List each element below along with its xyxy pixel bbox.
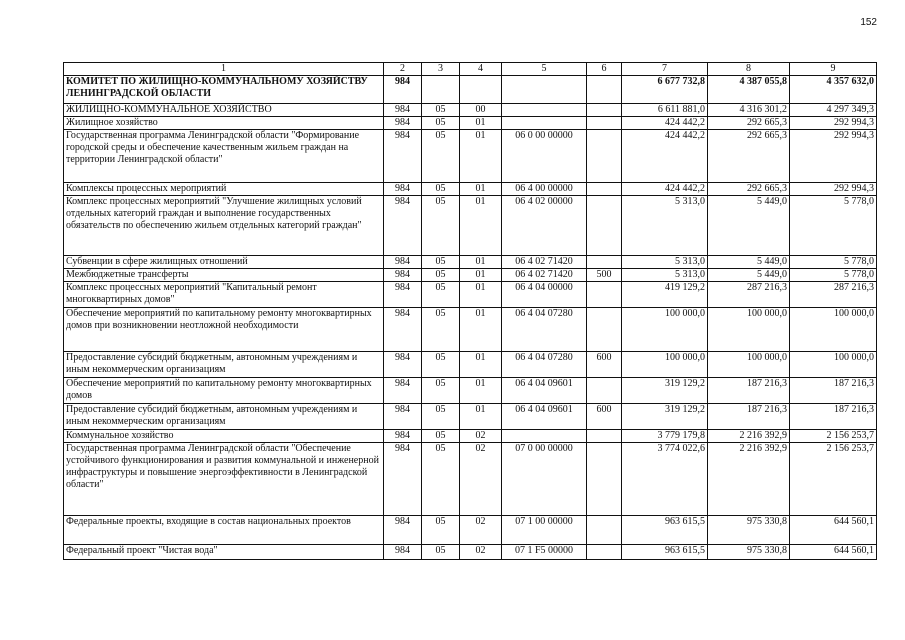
amount-year-1: 424 442,2 [622,130,708,183]
row-name: КОМИТЕТ ПО ЖИЛИЩНО-КОММУНАЛЬНОМУ ХОЗЯЙСТВУ ЛЕНИНГРАДСКОЙ ОБЛАСТИ [64,76,384,104]
subsection-code: 01 [460,117,502,130]
amount-year-2: 292 665,3 [708,117,790,130]
row-name: Предоставление субсидий бюджетным, автономным учреждениям и иным некоммерческим организациям [64,404,384,430]
amount-year-3: 292 994,3 [790,130,877,183]
amount-year-1: 424 442,2 [622,117,708,130]
amount-year-2: 292 665,3 [708,183,790,196]
subsection-code: 01 [460,352,502,378]
amount-year-1: 419 129,2 [622,282,708,308]
amount-year-3: 292 994,3 [790,117,877,130]
ved-code: 984 [384,183,422,196]
subsection-code: 01 [460,196,502,256]
expense-type [587,308,622,352]
expense-type [587,378,622,404]
amount-year-2: 100 000,0 [708,352,790,378]
table-row [64,117,877,130]
amount-year-2: 975 330,8 [708,516,790,545]
table-row [64,516,877,545]
column-header: 4 [460,63,502,76]
amount-year-3: 644 560,1 [790,516,877,545]
expense-type [587,76,622,104]
section-code: 05 [422,183,460,196]
section-code: 05 [422,352,460,378]
ved-code: 984 [384,76,422,104]
amount-year-3: 4 357 632,0 [790,76,877,104]
column-header: 8 [708,63,790,76]
row-name: Государственная программа Ленинградской области "Обеспечение устойчивого функционирования и развития коммунальной и инженерной инфраструктуры и повышение энергоэффективности в Ленинградской области" [64,443,384,516]
subsection-code: 01 [460,308,502,352]
table-row [64,256,877,269]
column-header: 3 [422,63,460,76]
row-name: Коммунальное хозяйство [64,430,384,443]
subsection-code: 01 [460,378,502,404]
target-article: 06 4 00 00000 [502,183,587,196]
section-code: 05 [422,269,460,282]
subsection-code: 01 [460,256,502,269]
ved-code: 984 [384,256,422,269]
amount-year-2: 187 216,3 [708,378,790,404]
amount-year-3: 5 778,0 [790,269,877,282]
expense-type [587,117,622,130]
ved-code: 984 [384,196,422,256]
amount-year-2: 187 216,3 [708,404,790,430]
table-row [64,269,877,282]
target-article [502,117,587,130]
table-row [64,404,877,430]
amount-year-1: 100 000,0 [622,352,708,378]
ved-code: 984 [384,282,422,308]
column-number-row [64,63,877,76]
table-row [64,308,877,352]
page-number: 152 [860,17,877,28]
amount-year-2: 100 000,0 [708,308,790,352]
subsection-code: 01 [460,269,502,282]
target-article: 07 1 F5 00000 [502,545,587,560]
column-header: 9 [790,63,877,76]
section-code: 05 [422,545,460,560]
section-code: 05 [422,430,460,443]
subsection-code: 01 [460,183,502,196]
target-article: 07 1 00 00000 [502,516,587,545]
ved-code: 984 [384,269,422,282]
amount-year-1: 5 313,0 [622,269,708,282]
expense-type [587,130,622,183]
section-code: 05 [422,117,460,130]
row-name: Обеспечение мероприятий по капитальному ремонту многоквартирных домов [64,378,384,404]
subsection-code: 02 [460,516,502,545]
target-article: 06 4 04 09601 [502,404,587,430]
amount-year-3: 187 216,3 [790,378,877,404]
amount-year-3: 187 216,3 [790,404,877,430]
amount-year-2: 287 216,3 [708,282,790,308]
amount-year-3: 100 000,0 [790,352,877,378]
amount-year-2: 2 216 392,9 [708,443,790,516]
subsection-code: 02 [460,545,502,560]
amount-year-3: 2 156 253,7 [790,443,877,516]
expense-type: 500 [587,269,622,282]
subsection-code [460,76,502,104]
target-article: 06 4 04 00000 [502,282,587,308]
column-header: 1 [64,63,384,76]
table-row [64,130,877,183]
table-row [64,282,877,308]
table-row [64,196,877,256]
expense-type [587,183,622,196]
amount-year-1: 6 611 881,0 [622,104,708,117]
amount-year-1: 3 774 022,6 [622,443,708,516]
subsection-code: 01 [460,130,502,183]
section-code: 05 [422,378,460,404]
amount-year-2: 5 449,0 [708,269,790,282]
target-article [502,430,587,443]
section-code: 05 [422,196,460,256]
target-article [502,104,587,117]
row-name: Субвенции в сфере жилищных отношений [64,256,384,269]
ved-code: 984 [384,443,422,516]
amount-year-3: 2 156 253,7 [790,430,877,443]
amount-year-1: 5 313,0 [622,256,708,269]
amount-year-1: 6 677 732,8 [622,76,708,104]
table-row [64,104,877,117]
amount-year-1: 100 000,0 [622,308,708,352]
amount-year-3: 5 778,0 [790,196,877,256]
amount-year-1: 963 615,5 [622,516,708,545]
ved-code: 984 [384,104,422,117]
expense-type [587,256,622,269]
subsection-code: 02 [460,443,502,516]
target-article: 06 4 02 00000 [502,196,587,256]
section-code: 05 [422,104,460,117]
table-row [64,76,877,104]
row-name: Федеральные проекты, входящие в состав национальных проектов [64,516,384,545]
column-header: 5 [502,63,587,76]
row-name: Комплекс процессных мероприятий "Капитальный ремонт многоквартирных домов" [64,282,384,308]
amount-year-2: 4 316 301,2 [708,104,790,117]
amount-year-2: 5 449,0 [708,256,790,269]
ved-code: 984 [384,117,422,130]
ved-code: 984 [384,516,422,545]
amount-year-3: 292 994,3 [790,183,877,196]
subsection-code: 01 [460,404,502,430]
row-name: Комплексы процессных мероприятий [64,183,384,196]
table-row [64,443,877,516]
column-header: 2 [384,63,422,76]
expense-type [587,430,622,443]
amount-year-1: 424 442,2 [622,183,708,196]
subsection-code: 02 [460,430,502,443]
section-code: 05 [422,443,460,516]
target-article [502,76,587,104]
section-code: 05 [422,282,460,308]
amount-year-2: 4 387 055,8 [708,76,790,104]
row-name: Федеральный проект "Чистая вода" [64,545,384,560]
target-article: 06 4 02 71420 [502,269,587,282]
table-row [64,430,877,443]
amount-year-1: 5 313,0 [622,196,708,256]
row-name: Предоставление субсидий бюджетным, автономным учреждениям и иным некоммерческим организациям [64,352,384,378]
amount-year-2: 975 330,8 [708,545,790,560]
target-article: 06 4 02 71420 [502,256,587,269]
target-article: 06 0 00 00000 [502,130,587,183]
amount-year-2: 292 665,3 [708,130,790,183]
section-code: 05 [422,256,460,269]
amount-year-2: 5 449,0 [708,196,790,256]
subsection-code: 00 [460,104,502,117]
amount-year-3: 287 216,3 [790,282,877,308]
section-code: 05 [422,308,460,352]
section-code: 05 [422,130,460,183]
row-name: ЖИЛИЩНО-КОММУНАЛЬНОЕ ХОЗЯЙСТВО [64,104,384,117]
ved-code: 984 [384,308,422,352]
ved-code: 984 [384,545,422,560]
subsection-code: 01 [460,282,502,308]
expense-type [587,196,622,256]
target-article: 06 4 04 09601 [502,378,587,404]
column-header: 7 [622,63,708,76]
section-code [422,76,460,104]
target-article: 06 4 04 07280 [502,308,587,352]
row-name: Государственная программа Ленинградской области "Формирование городской среды и обеспечение качественным жильем граждан на территории Ленинградской области" [64,130,384,183]
expense-type [587,545,622,560]
expense-type [587,104,622,117]
amount-year-3: 644 560,1 [790,545,877,560]
amount-year-1: 963 615,5 [622,545,708,560]
budget-table [63,62,877,560]
row-name: Межбюджетные трансферты [64,269,384,282]
target-article: 07 0 00 00000 [502,443,587,516]
amount-year-2: 2 216 392,9 [708,430,790,443]
column-header: 6 [587,63,622,76]
expense-type [587,443,622,516]
table-row [64,545,877,560]
expense-type [587,516,622,545]
amount-year-3: 100 000,0 [790,308,877,352]
row-name: Обеспечение мероприятий по капитальному ремонту многоквартирных домов при возникновении неотложной необходимости [64,308,384,352]
ved-code: 984 [384,130,422,183]
ved-code: 984 [384,378,422,404]
expense-type: 600 [587,352,622,378]
amount-year-3: 4 297 349,3 [790,104,877,117]
row-name: Жилищное хозяйство [64,117,384,130]
ved-code: 984 [384,352,422,378]
target-article: 06 4 04 07280 [502,352,587,378]
expense-type: 600 [587,404,622,430]
section-code: 05 [422,404,460,430]
amount-year-3: 5 778,0 [790,256,877,269]
ved-code: 984 [384,404,422,430]
amount-year-1: 3 779 179,8 [622,430,708,443]
table-row [64,352,877,378]
amount-year-1: 319 129,2 [622,378,708,404]
row-name: Комплекс процессных мероприятий "Улучшение жилищных условий отдельных категорий граждан и выполнение государственных обязательств по обеспечению жильем отдельных категорий граждан" [64,196,384,256]
ved-code: 984 [384,430,422,443]
table-row [64,378,877,404]
expense-type [587,282,622,308]
table-row [64,183,877,196]
section-code: 05 [422,516,460,545]
amount-year-1: 319 129,2 [622,404,708,430]
